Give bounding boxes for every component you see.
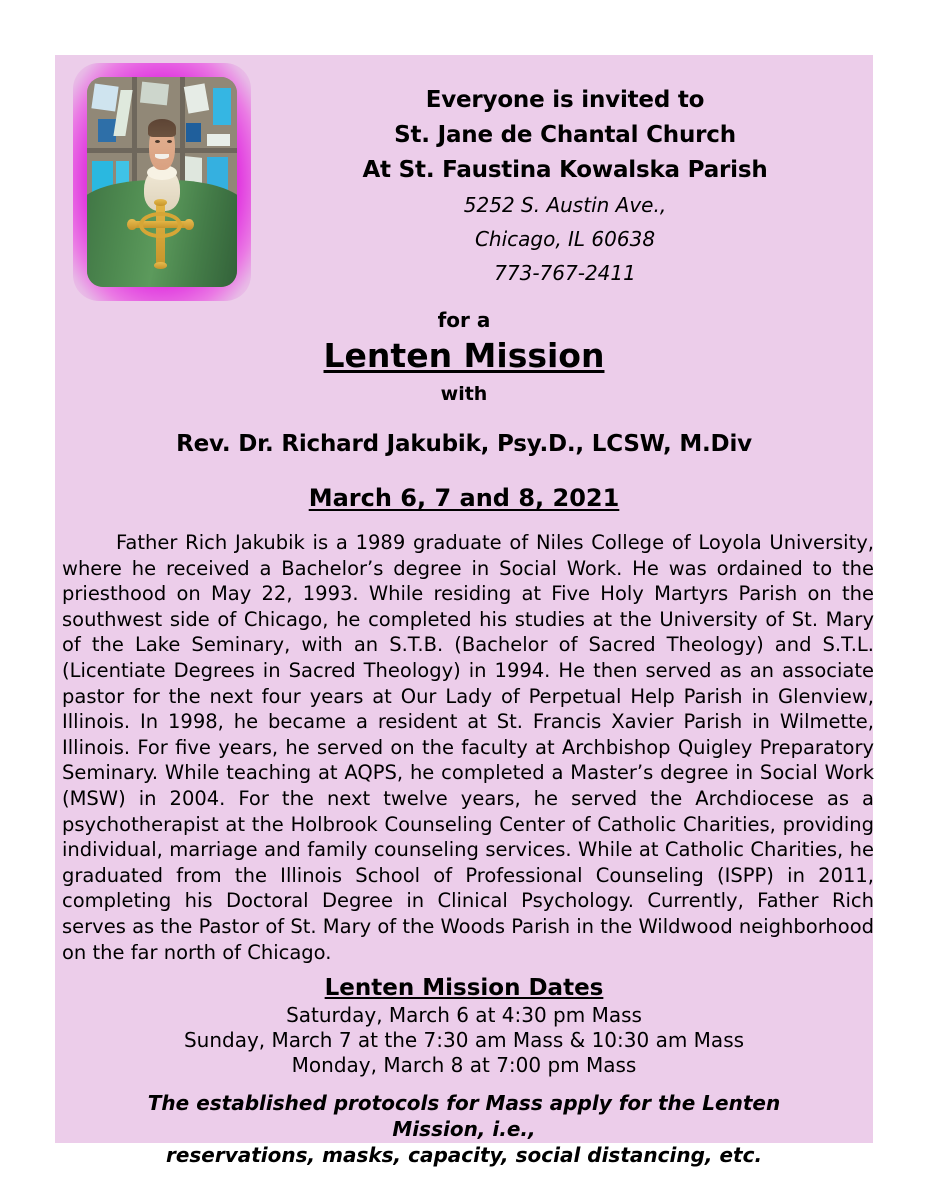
event-title-block (55, 305, 873, 513)
parish-name: At St. Faustina Kowalska Parish (362, 157, 768, 183)
church-name: St. Jane de Chantal Church (394, 122, 736, 148)
gold-cross-icon (126, 201, 195, 266)
schedule-title: Lenten Mission Dates (324, 975, 604, 1001)
priest-figure (87, 157, 237, 287)
protocols-note-line-2: reservations, masks, capacity, social distancing, etc. (165, 1143, 763, 1167)
flyer-panel (55, 55, 874, 1167)
for-a-label: for a (437, 308, 491, 332)
priest-hair (148, 119, 177, 137)
address-line-1: 5252 S. Austin Ave., (463, 193, 667, 217)
schedule-line: Monday, March 8 at 7:00 pm Mass (291, 1053, 637, 1077)
priest-photo-frame (73, 63, 251, 301)
priest-photo (87, 77, 237, 287)
protocols-note (105, 1090, 823, 1168)
with-label: with (440, 383, 488, 405)
event-dates-heading: March 6, 7 and 8, 2021 (308, 484, 620, 512)
header-block (275, 83, 855, 290)
biography-paragraph (62, 530, 874, 965)
invitation-line: Everyone is invited to (425, 87, 705, 113)
biography-text: Father Rich Jakubik is a 1989 graduate of Niles College of Loyola University, where he received a Bachelor’s degree in Social Work. He was ordained to the priesthood on May 22, 1993. While residing at Five Holy Martyrs Parish on the southwest side of Chicago, he completed his studies at the University of St. Mary of the Lake Seminary, with an S.T.B. (Bachelor of Sacred Theology) and S.T.L. (Licentiate Degrees in Sacred Theology) in 1994. He then served as an associate pastor for the next four years at Our Lady of Perpetual Help Parish in Glenview, Illinois. In 1998, he became a resident at St. Francis Xavier Parish in Wilmette, Illinois. For five years, he served on the faculty at Archbishop Quigley Preparatory Seminary. While teaching at AQPS, he completed a Master’s degree in Social Work (MSW) in 2004. For the next twelve years, he served the Archdiocese as a psychotherapist at the Holbrook Counseling Center of Catholic Charities, providing individual, marriage and family counseling services. While at Catholic Charities, he graduated from the Illinois School of Professional Counseling (ISPP) in 2011, completing his Doctoral Degree in Clinical Psychology. Currently, Father Rich serves as the Pastor of St. Mary of the Woods Parish in the Wildwood neighborhood on the far north of Chicago. (62, 531, 874, 964)
protocols-note-line-1: The established protocols for Mass apply for the Lenten Mission, i.e., (147, 1091, 781, 1141)
speaker-name: Rev. Dr. Richard Jakubik, Psy.D., LCSW, M.Div (176, 431, 752, 457)
phone-number: 773-767-2411 (494, 261, 636, 285)
mission-title: Lenten Mission (323, 336, 605, 375)
schedule-line: Saturday, March 6 at 4:30 pm Mass (286, 1003, 642, 1027)
schedule-block (55, 973, 873, 1078)
address-line-2: Chicago, IL 60638 (474, 227, 656, 251)
schedule-line: Sunday, March 7 at the 7:30 am Mass & 10:30 am Mass (183, 1028, 745, 1052)
